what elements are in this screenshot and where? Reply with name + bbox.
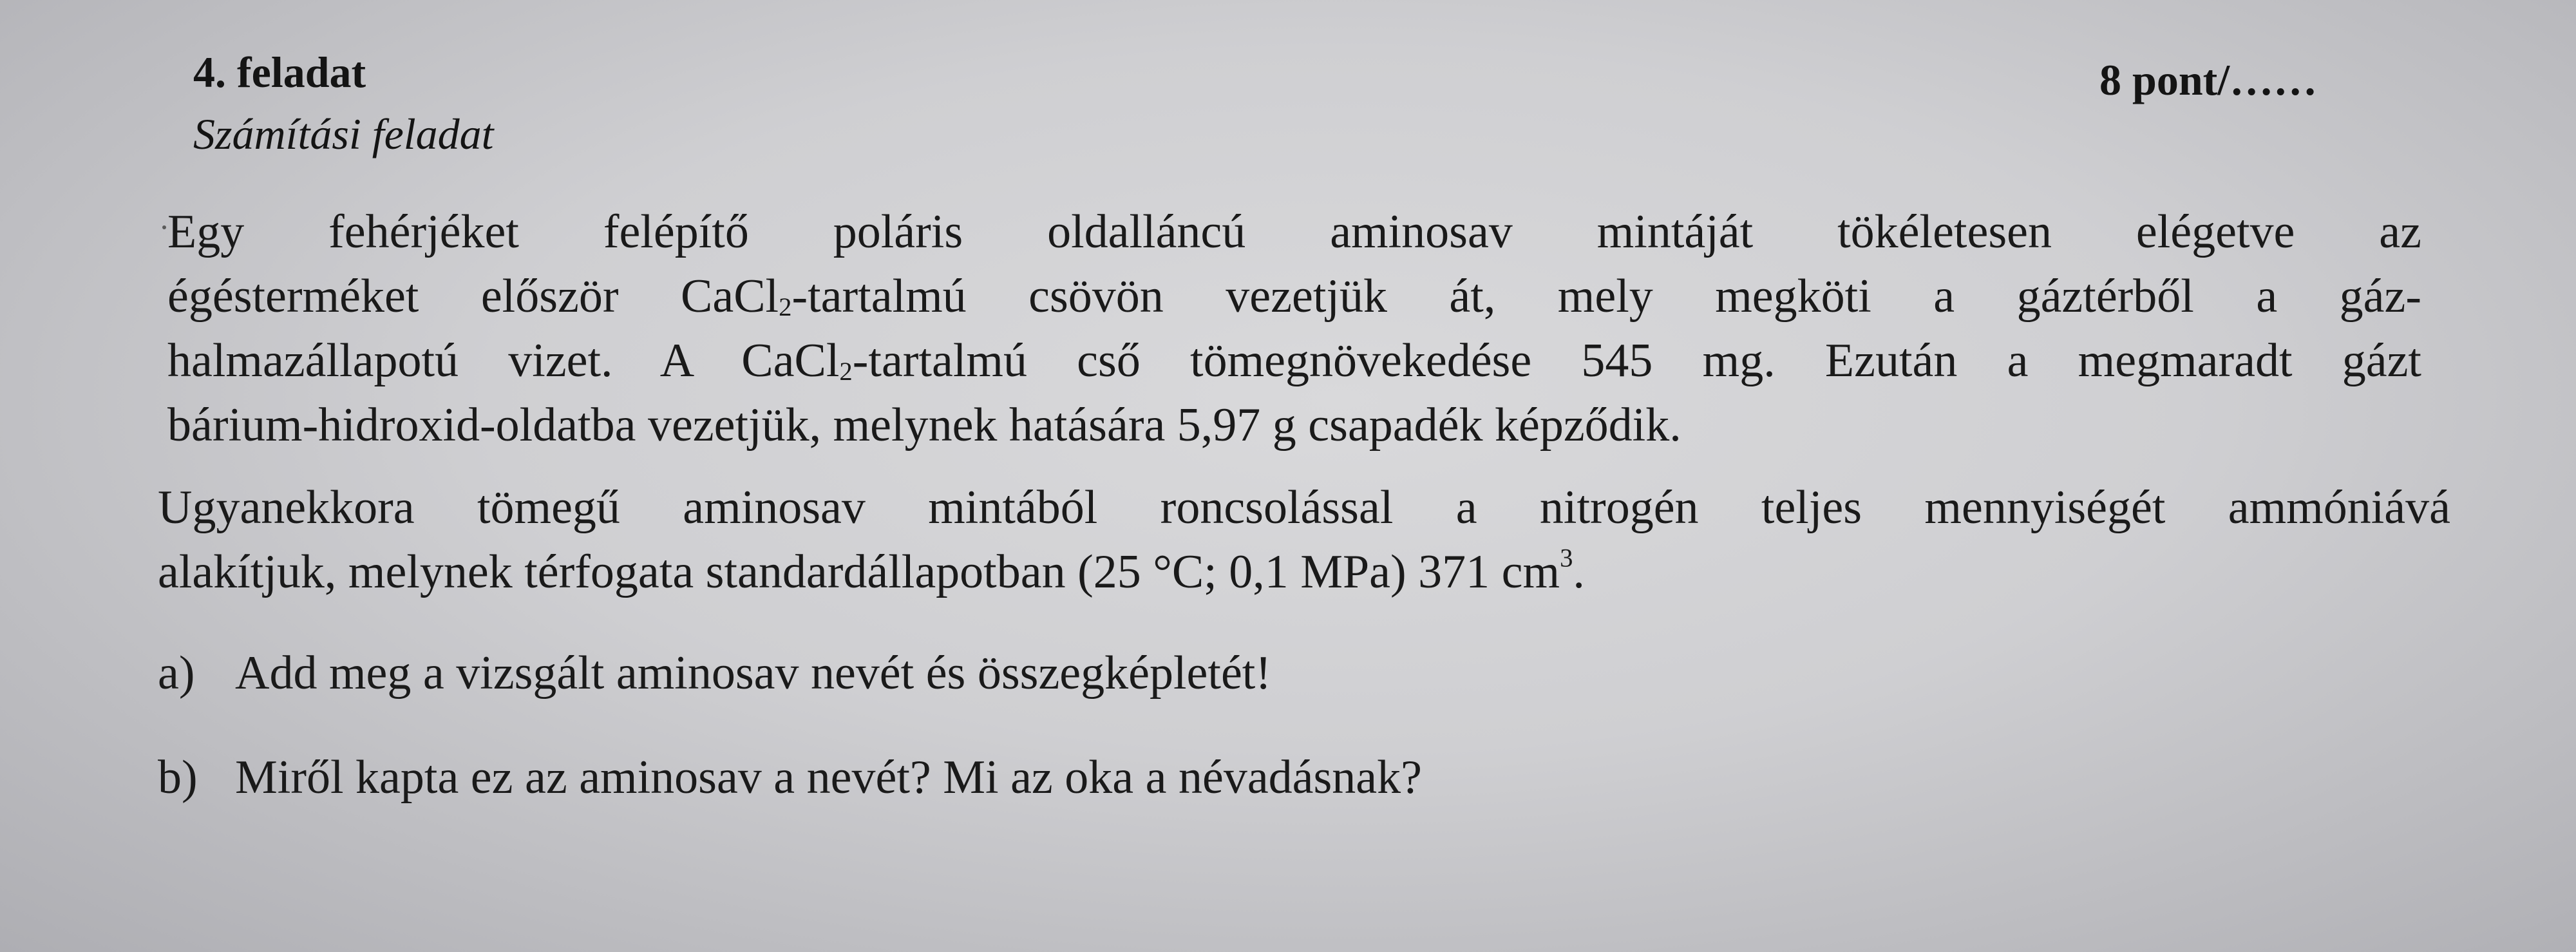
line-2-text-before: égésterméket először CaCl: [167, 270, 779, 323]
line-3-text-after: -tartalmú cső tömegnövekedése 545 mg. Ezután a megmaradt gázt: [852, 334, 2421, 387]
subscript-2: 2: [779, 292, 792, 322]
subscript-2: 2: [839, 357, 853, 386]
paragraph-2-line-2: [158, 540, 2450, 604]
paragraph-2-line-1: Ugyanekkora tömegű aminosav mintából roncsolással a nitrogén teljes mennyiségét ammóniává: [158, 481, 2450, 534]
paragraph-1-line-4: bárium-hidroxid-oldatba vezetjük, melynek hatására 5,97 g csapadék képződik.: [167, 399, 1681, 452]
line-3-text-before: halmazállapotú vizet. A CaCl: [167, 334, 840, 387]
paragraph-1-line-3: [167, 328, 2421, 393]
problem-paragraph-2: [158, 475, 2450, 604]
superscript-3: 3: [1560, 543, 1573, 573]
line-2-text-after: -tartalmú csövön vezetjük át, mely megköti a gáztérből a gáz-: [791, 270, 2422, 323]
stray-dot: [162, 225, 166, 229]
question-a-marker: a): [158, 647, 195, 700]
question-a-text: Add meg a vizsgált aminosav nevét és összegképletét!: [235, 647, 1271, 700]
question-b: [158, 745, 1422, 810]
problem-paragraph-1: [167, 200, 2421, 457]
paragraph-1-line-1: Egy fehérjéket felépítő poláris oldalláncú aminosav mintáját tökéletesen elégetve az: [167, 205, 2421, 258]
question-a: [158, 641, 1271, 705]
question-b-text: Miről kapta ez az aminosav a nevét? Mi az oka a névadásnak?: [235, 751, 1422, 804]
task-title: 4. feladat: [193, 48, 366, 97]
line-2-text-before: alakítjuk, melynek térfogata standardállapotban (25 °C; 0,1 MPa) 371 cm: [158, 546, 1560, 598]
paragraph-1-line-2: [167, 264, 2421, 328]
question-b-marker: b): [158, 751, 198, 804]
task-subtitle: Számítási feladat: [193, 109, 494, 158]
line-2-text-after: .: [1573, 546, 1585, 598]
points-label: 8 pont/……: [2099, 55, 2318, 104]
